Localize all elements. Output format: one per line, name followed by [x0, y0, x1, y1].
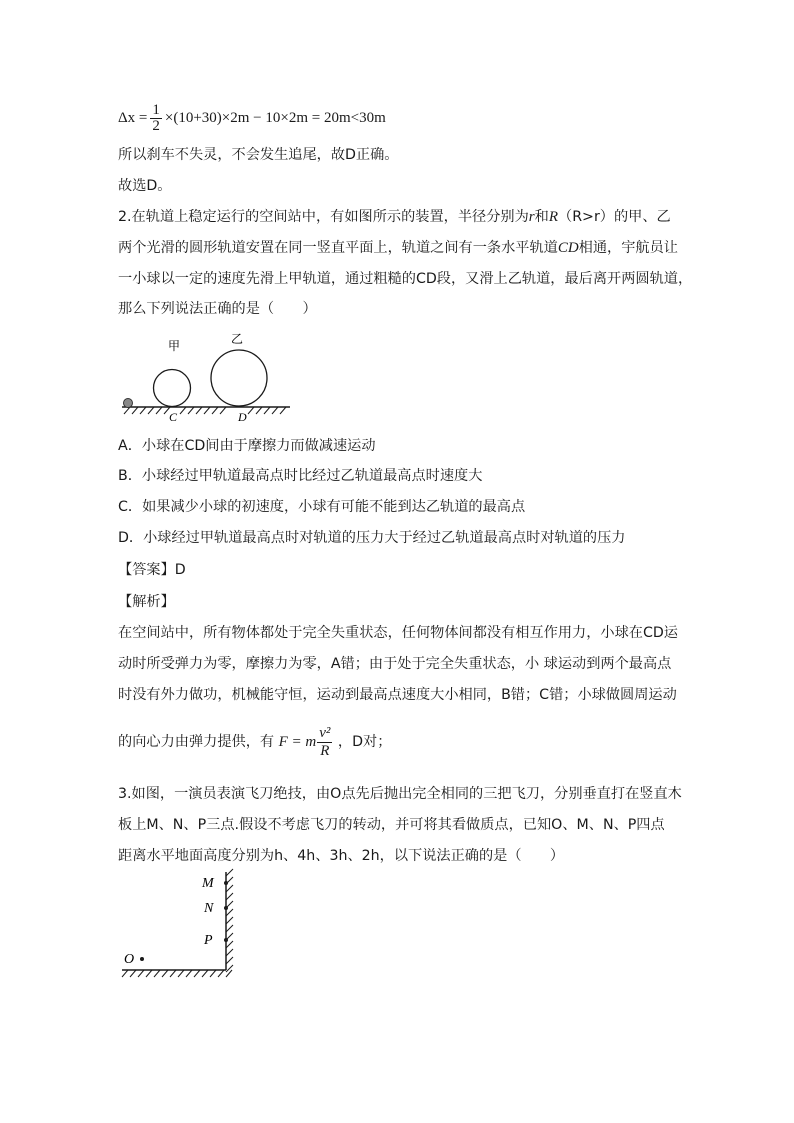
fraction-numerator: v²: [319, 724, 331, 741]
v2-over-R-fraction: [317, 725, 332, 760]
track-figure: [118, 328, 298, 428]
distance-formula: [118, 98, 386, 138]
label-P: P: [204, 933, 213, 948]
q2-condition: （R>r）的甲、乙: [558, 209, 671, 225]
ground-hatching: [122, 970, 232, 977]
q2-analysis-line4: [118, 722, 391, 762]
half-fraction: [150, 103, 162, 134]
q3-stem-line1: 3.如图，一演员表演飞刀绝技，由O点先后抛出完全相同的三把飞刀，分别垂直打在竖直木: [118, 786, 682, 802]
q3-stem-line2: 板上M、N、P三点.假设不考虑飞刀的转动，并可将其看做质点，已知O、M、N、P四点: [118, 817, 665, 833]
ground-hatching: [124, 407, 286, 414]
q2-and: 和: [534, 209, 549, 225]
q2-answer: 【答案】D: [118, 562, 186, 578]
label-yi: 乙: [231, 332, 244, 346]
q2-stem-line2: [118, 238, 678, 258]
q2-stem-line3: 一小球以一定的速度先滑上甲轨道，通过粗糙的CD段，又滑上乙轨道，最后离开两圆轨道，: [118, 271, 693, 287]
point-O-dot: [140, 957, 144, 961]
var-CD: CD: [557, 240, 579, 256]
point-P-dot: [224, 938, 228, 942]
q2-stem-text: 2.在轨道上稳定运行的空间站中，有如图所示的装置，半径分别为: [118, 209, 529, 225]
track-yi-circle: [211, 350, 267, 406]
q2-stem-line4: 那么下列说法正确的是（ ）: [118, 301, 317, 317]
var-r: r: [528, 209, 535, 225]
q2-analysis-line1: 在空间站中，所有物体都处于完全失重状态，任何物体间都没有相互作用力，小球在CD运: [118, 625, 678, 641]
knife-board-figure: [118, 866, 248, 986]
track-jia-circle: [154, 370, 191, 407]
label-jia: 甲: [168, 339, 181, 353]
point-M-dot: [224, 881, 228, 885]
q2-option-b: B．小球经过甲轨道最高点时比经过乙轨道最高点时速度大: [118, 468, 483, 484]
label-O: O: [124, 952, 135, 967]
q2-stem-text: 相通，宇航员让: [578, 240, 678, 256]
q2-stem-text: 两个光滑的圆形轨道安置在同一竖直平面上，轨道之间有一条水平轨道: [118, 240, 558, 256]
point-N-dot: [224, 906, 228, 910]
analysis-text: ，D对；: [337, 734, 392, 750]
q2-analysis-title: 【解析】: [118, 594, 175, 610]
q3-stem-line3: 距离水平地面高度分别为h、4h、3h、2h，以下说法正确的是（ ）: [118, 848, 565, 864]
prev-solution-line1: 所以刹车不失灵，不会发生追尾，故D正确。: [118, 147, 399, 163]
fraction-numerator: 1: [152, 101, 160, 118]
centripetal-formula: [279, 722, 334, 762]
label-M: M: [202, 876, 214, 891]
var-R: R: [548, 209, 559, 225]
q2-option-a: A．小球在CD间由于摩擦力而做减速运动: [118, 438, 376, 454]
formula-F: F = m: [278, 734, 317, 750]
label-N: N: [204, 901, 214, 916]
ball-icon: [124, 399, 133, 408]
formula-lhs: Δx =: [118, 109, 148, 126]
q2-analysis-line2: 动时所受弹力为零，摩擦力为零，A错；由于处于完全失重状态，小 球运动到两个最高点: [118, 656, 672, 672]
q2-option-d: D．小球经过甲轨道最高点时对轨道的压力大于经过乙轨道最高点时对轨道的压力: [118, 530, 626, 546]
q2-analysis-line3: 时没有外力做功，机械能守恒，运动到最高点速度大小相同，B错；C错；小球做圆周运动: [118, 687, 677, 703]
prev-solution-line2: 故选D。: [118, 178, 172, 194]
fraction-denominator: R: [320, 742, 330, 759]
q2-stem-line1: [118, 207, 671, 227]
fraction-denominator: 2: [152, 117, 160, 134]
label-C: C: [169, 410, 178, 424]
analysis-text: 的向心力由弹力提供，有: [118, 734, 275, 750]
label-D: D: [238, 410, 247, 424]
q2-option-c: C．如果减少小球的初速度，小球有可能不能到达乙轨道的最高点: [118, 499, 526, 515]
formula-rest: ×(10+30)×2m − 10×2m = 20m<30m: [164, 109, 386, 126]
